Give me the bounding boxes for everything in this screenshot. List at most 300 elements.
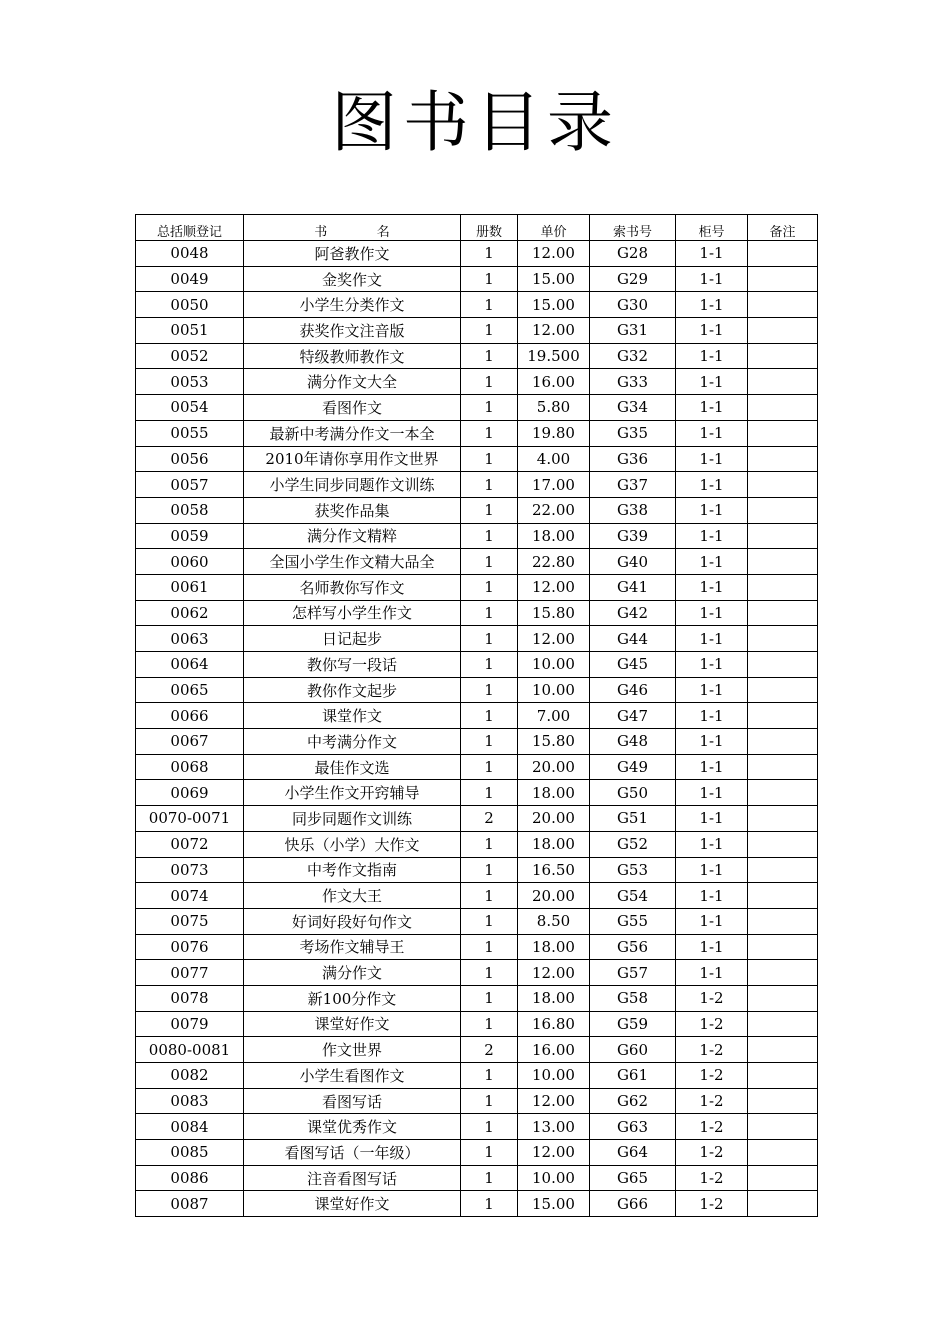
cell-remarks [748,266,818,292]
cell-remarks [748,883,818,909]
cell-unit-price: 8.50 [518,908,590,934]
cell-quantity: 1 [461,780,518,806]
cell-quantity: 1 [461,626,518,652]
cell-call-number: G33 [590,369,676,395]
cell-registration: 0048 [136,241,244,267]
cell-remarks [748,677,818,703]
cell-remarks [748,1191,818,1217]
cell-quantity: 1 [461,703,518,729]
cell-quantity: 1 [461,831,518,857]
cell-quantity: 1 [461,883,518,909]
cell-remarks [748,908,818,934]
cell-unit-price: 20.00 [518,806,590,832]
cell-remarks [748,446,818,472]
cell-registration: 0078 [136,985,244,1011]
cell-quantity: 1 [461,1114,518,1140]
table-row [136,1088,818,1114]
cell-book-name: 好词好段好句作文 [244,908,461,934]
cell-book-name: 中考作文指南 [244,857,461,883]
cell-registration: 0067 [136,729,244,755]
cell-quantity: 1 [461,1088,518,1114]
cell-cabinet: 1-1 [676,395,748,421]
cell-registration: 0074 [136,883,244,909]
cell-remarks [748,369,818,395]
cell-call-number: G56 [590,934,676,960]
cell-unit-price: 13.00 [518,1114,590,1140]
table-row [136,343,818,369]
table-row [136,574,818,600]
cell-cabinet: 1-1 [676,292,748,318]
cell-book-name: 看图作文 [244,395,461,421]
cell-cabinet: 1-1 [676,497,748,523]
cell-cabinet: 1-2 [676,1063,748,1089]
cell-registration: 0065 [136,677,244,703]
cell-unit-price: 15.00 [518,266,590,292]
cell-quantity: 1 [461,395,518,421]
cell-registration: 0064 [136,652,244,678]
cell-cabinet: 1-1 [676,677,748,703]
table-row [136,626,818,652]
header-row [136,215,818,241]
table-row [136,395,818,421]
cell-registration: 0070-0071 [136,806,244,832]
cell-quantity: 1 [461,754,518,780]
cell-call-number: G42 [590,600,676,626]
cell-call-number: G54 [590,883,676,909]
cell-registration: 0087 [136,1191,244,1217]
cell-remarks [748,806,818,832]
cell-book-name: 名师教你写作文 [244,574,461,600]
cell-registration: 0072 [136,831,244,857]
cell-registration: 0050 [136,292,244,318]
cell-unit-price: 12.00 [518,626,590,652]
table-header [136,215,818,241]
cell-remarks [748,754,818,780]
cell-call-number: G45 [590,652,676,678]
cell-book-name: 全国小学生作文精大品全 [244,549,461,575]
cell-quantity: 1 [461,549,518,575]
cell-remarks [748,497,818,523]
cell-cabinet: 1-2 [676,1140,748,1166]
table-row [136,703,818,729]
table-row [136,497,818,523]
cell-remarks [748,318,818,344]
cell-unit-price: 18.00 [518,780,590,806]
cell-call-number: G44 [590,626,676,652]
cell-registration: 0069 [136,780,244,806]
cell-book-name: 怎样写小学生作文 [244,600,461,626]
cell-registration: 0049 [136,266,244,292]
cell-remarks [748,1011,818,1037]
cell-quantity: 1 [461,446,518,472]
cell-book-name: 作文世界 [244,1037,461,1063]
cell-remarks [748,472,818,498]
cell-remarks [748,420,818,446]
cell-book-name: 小学生看图作文 [244,1063,461,1089]
cell-call-number: G64 [590,1140,676,1166]
cell-unit-price: 15.00 [518,1191,590,1217]
cell-registration: 0059 [136,523,244,549]
cell-registration: 0063 [136,626,244,652]
cell-unit-price: 19.500 [518,343,590,369]
cell-book-name: 作文大王 [244,883,461,909]
cell-registration: 0075 [136,908,244,934]
cell-unit-price: 18.00 [518,985,590,1011]
cell-registration: 0080-0081 [136,1037,244,1063]
cell-call-number: G57 [590,960,676,986]
cell-cabinet: 1-2 [676,1114,748,1140]
table-row [136,652,818,678]
cell-call-number: G49 [590,754,676,780]
cell-cabinet: 1-1 [676,857,748,883]
table-row [136,677,818,703]
cell-remarks [748,549,818,575]
cell-remarks [748,960,818,986]
cell-remarks [748,292,818,318]
cell-remarks [748,985,818,1011]
cell-call-number: G47 [590,703,676,729]
cell-cabinet: 1-1 [676,446,748,472]
cell-remarks [748,1088,818,1114]
header-cabinet: 柜号 [676,215,748,241]
cell-remarks [748,729,818,755]
cell-book-name: 小学生作文开窍辅导 [244,780,461,806]
cell-quantity: 1 [461,292,518,318]
cell-unit-price: 20.00 [518,883,590,909]
cell-quantity: 2 [461,806,518,832]
table-row [136,1114,818,1140]
cell-quantity: 1 [461,1191,518,1217]
cell-book-name: 日记起步 [244,626,461,652]
cell-call-number: G62 [590,1088,676,1114]
cell-registration: 0082 [136,1063,244,1089]
cell-quantity: 1 [461,1140,518,1166]
cell-remarks [748,857,818,883]
cell-remarks [748,600,818,626]
cell-quantity: 1 [461,677,518,703]
table-row [136,754,818,780]
cell-cabinet: 1-1 [676,574,748,600]
cell-unit-price: 15.80 [518,600,590,626]
cell-cabinet: 1-1 [676,831,748,857]
table-row [136,266,818,292]
cell-quantity: 1 [461,574,518,600]
cell-book-name: 最新中考满分作文一本全 [244,420,461,446]
cell-remarks [748,1114,818,1140]
cell-registration: 0051 [136,318,244,344]
cell-book-name: 小学生同步同题作文训练 [244,472,461,498]
table-row [136,1140,818,1166]
cell-remarks [748,780,818,806]
header-call-number: 索书号 [590,215,676,241]
table-row [136,1063,818,1089]
table-row [136,985,818,1011]
cell-cabinet: 1-1 [676,703,748,729]
cell-quantity: 1 [461,318,518,344]
table-row [136,883,818,909]
cell-book-name: 最佳作文选 [244,754,461,780]
cell-quantity: 1 [461,369,518,395]
cell-cabinet: 1-1 [676,626,748,652]
cell-call-number: G46 [590,677,676,703]
cell-remarks [748,652,818,678]
cell-unit-price: 16.00 [518,369,590,395]
cell-call-number: G63 [590,1114,676,1140]
cell-remarks [748,1165,818,1191]
cell-remarks [748,523,818,549]
cell-quantity: 1 [461,934,518,960]
cell-book-name: 新100分作文 [244,985,461,1011]
cell-unit-price: 12.00 [518,241,590,267]
cell-remarks [748,934,818,960]
cell-quantity: 1 [461,908,518,934]
cell-call-number: G31 [590,318,676,344]
cell-unit-price: 15.00 [518,292,590,318]
cell-cabinet: 1-2 [676,1191,748,1217]
cell-book-name: 考场作文辅导王 [244,934,461,960]
cell-cabinet: 1-1 [676,754,748,780]
cell-unit-price: 7.00 [518,703,590,729]
cell-unit-price: 16.80 [518,1011,590,1037]
table-row [136,241,818,267]
cell-cabinet: 1-1 [676,652,748,678]
table-row [136,729,818,755]
table-row [136,549,818,575]
cell-cabinet: 1-1 [676,960,748,986]
cell-quantity: 1 [461,1165,518,1191]
table-row [136,1165,818,1191]
cell-cabinet: 1-1 [676,883,748,909]
table-body [136,241,818,1217]
cell-quantity: 1 [461,266,518,292]
table-row [136,908,818,934]
cell-book-name: 课堂作文 [244,703,461,729]
cell-book-name: 课堂好作文 [244,1191,461,1217]
table-row [136,292,818,318]
table-row [136,780,818,806]
cell-cabinet: 1-1 [676,472,748,498]
cell-remarks [748,703,818,729]
cell-book-name: 中考满分作文 [244,729,461,755]
table-row [136,523,818,549]
cell-quantity: 1 [461,729,518,755]
cell-quantity: 1 [461,985,518,1011]
table-row [136,1011,818,1037]
cell-cabinet: 1-1 [676,318,748,344]
cell-call-number: G60 [590,1037,676,1063]
cell-book-name: 金奖作文 [244,266,461,292]
cell-call-number: G39 [590,523,676,549]
cell-book-name: 课堂优秀作文 [244,1114,461,1140]
cell-remarks [748,343,818,369]
cell-call-number: G51 [590,806,676,832]
cell-unit-price: 20.00 [518,754,590,780]
header-unit-price: 单价 [518,215,590,241]
cell-unit-price: 12.00 [518,1088,590,1114]
cell-book-name: 看图写话 [244,1088,461,1114]
cell-unit-price: 5.80 [518,395,590,421]
header-quantity: 册数 [461,215,518,241]
table-row [136,806,818,832]
cell-unit-price: 17.00 [518,472,590,498]
table-row [136,369,818,395]
cell-registration: 0054 [136,395,244,421]
cell-cabinet: 1-2 [676,985,748,1011]
cell-call-number: G52 [590,831,676,857]
cell-registration: 0058 [136,497,244,523]
cell-quantity: 1 [461,652,518,678]
cell-cabinet: 1-2 [676,1165,748,1191]
cell-unit-price: 12.00 [518,1140,590,1166]
cell-cabinet: 1-1 [676,600,748,626]
cell-unit-price: 18.00 [518,934,590,960]
cell-cabinet: 1-1 [676,934,748,960]
cell-registration: 0079 [136,1011,244,1037]
cell-call-number: G40 [590,549,676,575]
cell-cabinet: 1-1 [676,908,748,934]
table-row [136,1037,818,1063]
cell-call-number: G32 [590,343,676,369]
cell-remarks [748,1037,818,1063]
header-remarks: 备注 [748,215,818,241]
cell-registration: 0062 [136,600,244,626]
cell-book-name: 满分作文精粹 [244,523,461,549]
cell-registration: 0052 [136,343,244,369]
cell-unit-price: 15.80 [518,729,590,755]
cell-call-number: G58 [590,985,676,1011]
cell-cabinet: 1-1 [676,420,748,446]
cell-registration: 0083 [136,1088,244,1114]
table-row [136,831,818,857]
table-row [136,1191,818,1217]
table-row [136,472,818,498]
cell-unit-price: 16.50 [518,857,590,883]
cell-call-number: G50 [590,780,676,806]
cell-unit-price: 4.00 [518,446,590,472]
cell-unit-price: 12.00 [518,574,590,600]
header-registration: 总括顺登记 [136,215,244,241]
cell-unit-price: 22.00 [518,497,590,523]
cell-book-name: 满分作文 [244,960,461,986]
book-catalog-table [135,214,818,1217]
cell-book-name: 教你作文起步 [244,677,461,703]
cell-call-number: G61 [590,1063,676,1089]
cell-unit-price: 10.00 [518,677,590,703]
cell-book-name: 2010年请你享用作文世界 [244,446,461,472]
cell-cabinet: 1-1 [676,369,748,395]
cell-unit-price: 19.80 [518,420,590,446]
cell-cabinet: 1-1 [676,780,748,806]
cell-call-number: G41 [590,574,676,600]
cell-call-number: G36 [590,446,676,472]
cell-call-number: G48 [590,729,676,755]
cell-quantity: 1 [461,241,518,267]
cell-registration: 0073 [136,857,244,883]
cell-quantity: 1 [461,472,518,498]
cell-call-number: G29 [590,266,676,292]
cell-unit-price: 16.00 [518,1037,590,1063]
cell-registration: 0053 [136,369,244,395]
table-row [136,446,818,472]
cell-book-name: 快乐（小学）大作文 [244,831,461,857]
cell-book-name: 看图写话（一年级） [244,1140,461,1166]
cell-call-number: G59 [590,1011,676,1037]
cell-book-name: 获奖作文注音版 [244,318,461,344]
cell-call-number: G38 [590,497,676,523]
cell-registration: 0085 [136,1140,244,1166]
cell-book-name: 满分作文大全 [244,369,461,395]
cell-registration: 0060 [136,549,244,575]
cell-call-number: G55 [590,908,676,934]
cell-unit-price: 18.00 [518,831,590,857]
cell-unit-price: 12.00 [518,960,590,986]
cell-registration: 0077 [136,960,244,986]
cell-registration: 0057 [136,472,244,498]
cell-cabinet: 1-1 [676,343,748,369]
cell-unit-price: 22.80 [518,549,590,575]
cell-unit-price: 10.00 [518,1165,590,1191]
cell-book-name: 特级教师教作文 [244,343,461,369]
cell-call-number: G65 [590,1165,676,1191]
table-row [136,600,818,626]
cell-remarks [748,626,818,652]
cell-quantity: 1 [461,497,518,523]
table-row [136,420,818,446]
cell-remarks [748,241,818,267]
table-row [136,318,818,344]
cell-call-number: G30 [590,292,676,318]
cell-call-number: G37 [590,472,676,498]
cell-call-number: G53 [590,857,676,883]
cell-unit-price: 12.00 [518,318,590,344]
cell-remarks [748,395,818,421]
table-row [136,960,818,986]
cell-cabinet: 1-2 [676,1088,748,1114]
cell-unit-price: 10.00 [518,652,590,678]
cell-remarks [748,574,818,600]
cell-book-name: 课堂好作文 [244,1011,461,1037]
cell-registration: 0076 [136,934,244,960]
cell-registration: 0056 [136,446,244,472]
cell-call-number: G66 [590,1191,676,1217]
page-title: 图书目录 [331,84,619,161]
cell-registration: 0055 [136,420,244,446]
cell-book-name: 获奖作品集 [244,497,461,523]
cell-quantity: 1 [461,857,518,883]
cell-book-name: 同步同题作文训练 [244,806,461,832]
cell-registration: 0066 [136,703,244,729]
cell-registration: 0061 [136,574,244,600]
cell-call-number: G34 [590,395,676,421]
cell-cabinet: 1-2 [676,1011,748,1037]
table-row [136,934,818,960]
table-row [136,857,818,883]
cell-cabinet: 1-2 [676,1037,748,1063]
cell-quantity: 2 [461,1037,518,1063]
cell-quantity: 1 [461,343,518,369]
cell-cabinet: 1-1 [676,806,748,832]
header-book-name: 书 名 [244,215,461,241]
cell-book-name: 注音看图写话 [244,1165,461,1191]
cell-quantity: 1 [461,1063,518,1089]
cell-quantity: 1 [461,420,518,446]
cell-registration: 0068 [136,754,244,780]
cell-book-name: 教你写一段话 [244,652,461,678]
cell-quantity: 1 [461,1011,518,1037]
cell-remarks [748,1140,818,1166]
cell-book-name: 阿爸教作文 [244,241,461,267]
cell-quantity: 1 [461,960,518,986]
